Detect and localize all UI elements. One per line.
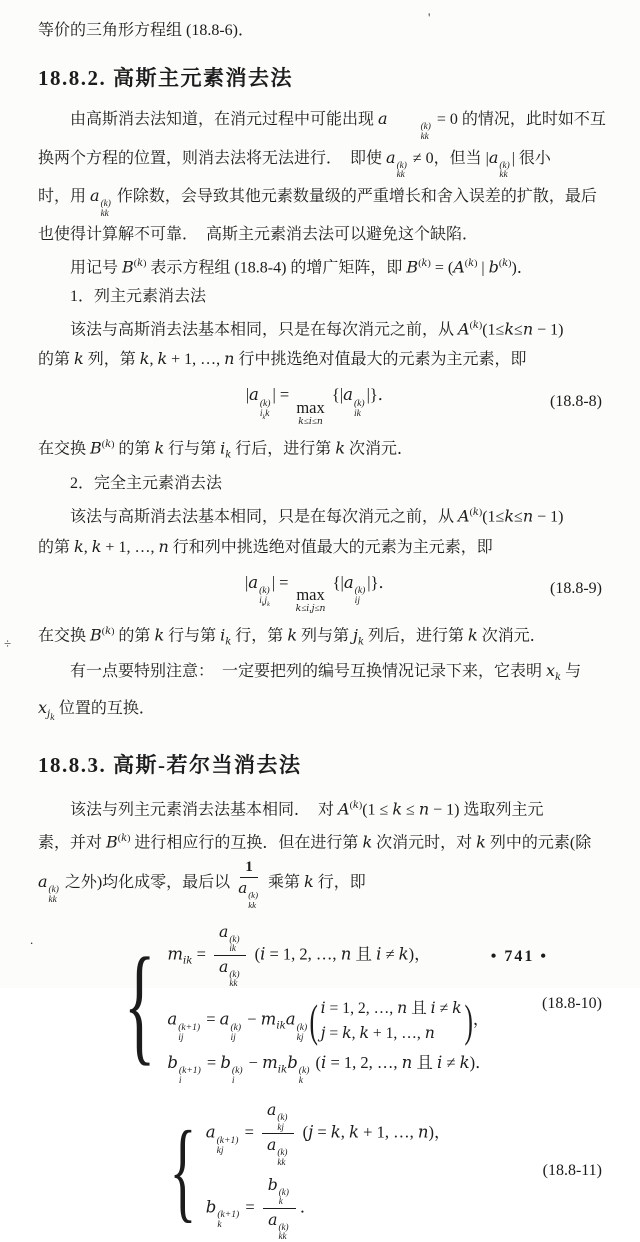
equation-line: a (k+1) ij = a (k) ij − $m_{ik}a$ (k) kj ( i = 1, 2, …, n 且 i ≠ k j = k, k + 1, …, n )， xyxy=(167,994,490,1046)
para-line: 的第 k 列，第 k, k + 1, …, n 行中挑选绝对值最大的元素为主元素，即 xyxy=(38,349,527,369)
para-line: 素，并对 $B^{(k)}$ 进行相应行的互换．但在进行第 k 次消元时，对 k 列中的元素(除 xyxy=(38,832,592,852)
scan-artifact-top: ' xyxy=(428,10,431,25)
section-heading-1883: 18.8.3. 高斯-若尔当消去法 xyxy=(38,752,302,777)
para-line: a (k) kk 之外)均化成零，最后以 1 a (k) kk 乘第 k 行，即 xyxy=(38,858,366,910)
equation-18-8-8 xyxy=(38,377,602,426)
para-line: 有一点要特别注意： 一定要把列的编号互换情况记录下来，它表明 $x_k$ 与 xyxy=(70,661,582,684)
equation-line: b (k+1) i = b (k) i − $m_{ik}b$ (k) k (i = 1, 2, …, n 且 i ≠ k)． xyxy=(167,1053,492,1087)
cases-brace-icon xyxy=(124,938,156,1070)
equation-line: $m_{ik}$ = a (k) ik a (k) kk (i = 1, 2, …, n 且 i ≠ k)， xyxy=(167,921,431,989)
equation-body xyxy=(206,1100,451,1241)
equation-label: (18.8-10) xyxy=(542,995,602,1013)
para-line: $x_{j_k}$ 位置的互换． xyxy=(38,697,155,722)
para-line: 时，用 a (k) kk 作除数，会导致其他元素数量级的严重增长和舍入误差的扩散，最后 xyxy=(38,186,597,219)
equation-line: a (k+1) kj = a (k) kj a (k) kk (j = k, k + 1, …, n)， xyxy=(205,1100,451,1167)
equation-label: (18.8-9) xyxy=(550,580,602,598)
equation-18-8-11 xyxy=(156,1100,602,1241)
equation-label: (18.8-8) xyxy=(550,393,602,411)
equation-body: |a (k) $i_kj_k$ | = max k≤i,j≤n {|a (k) ij |}． xyxy=(244,572,396,615)
para-line: 该法与高斯消去法基本相同，只是在每次消元之前，从 $A^{(k)}(1\le k\le n - 1)$ xyxy=(70,319,564,339)
section-heading-1882: 18.8.2. 高斯主元素消去法 xyxy=(38,66,293,90)
scan-artifact-margin: ÷ xyxy=(4,636,12,651)
para-line: 用记号 $B^{(k)}$ 表示方程组 (18.8-4) 的增广矩阵，即 $B^{(k)} = (A^{(k)}$ | $b^{(k)}$)． xyxy=(70,257,533,277)
scan-artifact-bottom: . xyxy=(30,932,34,947)
equation-18-8-9 xyxy=(38,565,602,614)
lead-line: 等价的三角形方程组 (18.8-6)． xyxy=(38,22,254,39)
para-line: 也使得计算解不可靠． 高斯主元素消去法可以避免这个缺陷． xyxy=(38,225,479,243)
para-line: 换两个方程的位置，则消去法将无法进行． 即使 a (k) kk ≠ 0，但当 |a (k) kk | 很小 xyxy=(38,147,551,181)
list-item-title: 2．完全主元素消去法 xyxy=(70,475,223,493)
equation-body xyxy=(167,922,491,1087)
para-line: 由高斯消去法知道，在消元过程中可能出现 a (k) kk = 0 的情况，此时如不互 xyxy=(70,109,606,142)
para-line: 在交换 $B^{(k)}$ 的第 k 行与第 $i_k$ 行，第 k 列与第 $j_k$ 列后，进行第 k 次消元． xyxy=(38,625,546,648)
para-line: 该法与高斯消去法基本相同，只是在每次消元之前，从 $A^{(k)}(1\le k\le n - 1)$ xyxy=(70,506,564,526)
equation-body: |a (k) $i_kk$ | = max k≤i≤n {|a (k) ik |}． xyxy=(245,385,395,428)
page-number: • 741 • xyxy=(490,948,548,965)
para-line: 该法与列主元素消去法基本相同． 对 $A^{(k)}(1 \le k \le n - 1)$ 选取列主元 xyxy=(70,799,544,819)
list-item-title: 1．列主元素消去法 xyxy=(70,288,207,306)
cases-brace-icon xyxy=(169,1115,196,1227)
para-line: 的第 k, k + 1, …, n 行和列中挑选绝对值最大的元素为主元素，即 xyxy=(38,536,493,556)
equation-18-8-10 xyxy=(108,922,602,1087)
equation-line: b (k+1) k = b (k) k a (k) kk ． xyxy=(205,1174,317,1242)
equation-label: (18.8-11) xyxy=(542,1162,602,1179)
para-line: 在交换 $B^{(k)}$ 的第 k 行与第 $i_k$ 行后，进行第 k 次消元． xyxy=(38,438,414,461)
